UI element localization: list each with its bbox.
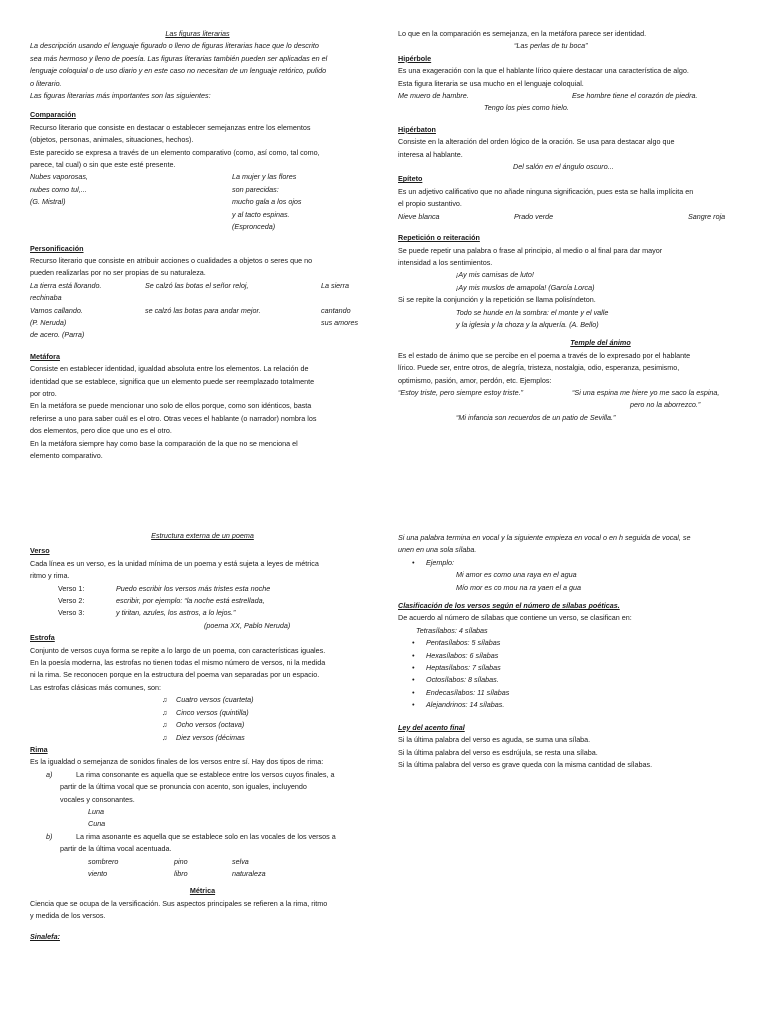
heading-hiperbole: Hipérbole bbox=[398, 53, 432, 63]
text-line: Conjunto de versos cuya forma se repite a lo largo de un poema, con características iguales. bbox=[30, 645, 326, 655]
list-item: Tetrasílabos: 4 sílabas bbox=[416, 625, 488, 635]
text-line: Cada línea es un verso, es la unidad mínima de un poema y está sujeta a leyes de métrica bbox=[30, 558, 319, 568]
bullet-icon: • bbox=[412, 557, 415, 567]
verse-label: Verso 3: bbox=[58, 608, 85, 618]
heading-comparacion: Comparación bbox=[30, 110, 76, 120]
heading-metrica: Métrica bbox=[189, 886, 216, 896]
section-title: Estructura externa de un poema bbox=[151, 531, 254, 540]
example-text: Vamos callando. bbox=[30, 305, 83, 315]
example-text: Mi amor es como una raya en el agua bbox=[456, 570, 577, 580]
text-line: y medida de los versos. bbox=[30, 911, 106, 921]
text-line: Es el estado de ánimo que se percibe en el poema a través de lo expresado por el hablante bbox=[398, 350, 691, 360]
example-text: Prado verde bbox=[514, 211, 554, 221]
example-text: sus amores bbox=[321, 317, 359, 327]
text-line: En la poesía moderna, las estrofas no tienen todas el mismo número de versos, ni la medida bbox=[30, 658, 326, 668]
example-text: Tengo los pies como hielo. bbox=[484, 103, 569, 113]
example-text: selva bbox=[232, 856, 249, 866]
text-line: Las figuras literarias más importantes son las siguientes: bbox=[30, 91, 211, 101]
example-text: La tierra está llorando. bbox=[30, 280, 102, 290]
example-text: “Estoy triste, pero siempre estoy triste.” bbox=[398, 387, 524, 397]
example-text: nubes como tul,... bbox=[30, 184, 87, 194]
list-item: Cuatro versos (cuarteta) bbox=[176, 695, 254, 705]
example-text: pino bbox=[174, 856, 188, 866]
text-line: sea más hermoso y lleno de poesía. Las figuras literarias también pueden ser aplicadas en el bbox=[30, 53, 328, 63]
music-note-icon: ♫ bbox=[162, 732, 168, 742]
text-line: ni la rima. Se reconocen porque en la estructura del poema van separadas por un espacio. bbox=[30, 670, 320, 680]
example-text: Me muero de hambre. bbox=[398, 91, 469, 101]
text-line: Ciencia que se ocupa de la versificación. Sus aspectos principales se refieren a la rima, ritmo bbox=[30, 898, 328, 908]
bullet-icon: • bbox=[412, 638, 415, 648]
example-text: Se calzó las botas el señor reloj, bbox=[145, 280, 249, 290]
text-line: Es un adjetivo calificativo que no añade ninguna significación, pues esta se halla implícita en bbox=[398, 186, 694, 196]
text-line: Recurso literario que consiste en destacar o establecer semejanzas entre los elementos bbox=[30, 122, 311, 132]
comparacion-examples bbox=[30, 171, 365, 233]
example-text: escribir, por ejemplo: “la noche está estrellada, bbox=[116, 596, 265, 606]
example-text: Todo se hunde en la sombra: el monte y el valle bbox=[456, 307, 609, 317]
text-line: Si la última palabra del verso es grave queda con la misma cantidad de sílabas. bbox=[398, 759, 653, 769]
text-line: Recurso literario que consiste en atribuir acciones o cualidades a objetos o seres que no bbox=[30, 255, 313, 265]
text-line: En la metáfora se puede mencionar uno solo de ellos porque, como son idénticos, basta bbox=[30, 401, 312, 411]
quadrant-estructura-externa bbox=[30, 530, 375, 943]
verse-label: Verso 2: bbox=[58, 596, 85, 606]
text-line: por otro. bbox=[30, 388, 57, 398]
example-text: cantando bbox=[321, 305, 351, 315]
quadrant-figuras-literarias bbox=[30, 28, 365, 462]
text-line: parece, tal cual) o sin que este esté presente. bbox=[30, 160, 176, 170]
text-line: La rima consonante es aquella que se establece entre los versos cuyos finales, a bbox=[76, 769, 335, 779]
text-line: identidad que se establece, significa que un elemento puede ser reemplazado totalmente bbox=[30, 376, 315, 386]
bullet-icon: • bbox=[412, 663, 415, 673]
example-text: “Si una espina me hiere yo me saco la espina, bbox=[572, 387, 720, 397]
text-line: Si se repite la conjunción y la repetición se llama polisíndeton. bbox=[398, 295, 596, 305]
example-text: La sierra bbox=[321, 280, 349, 290]
heading-verso: Verso bbox=[30, 546, 50, 556]
text-line: De acuerdo al número de sílabas que contiene un verso, se clasifican en: bbox=[398, 613, 632, 623]
example-text: ¡Ay mis muslos de amapola! (García Lorca) bbox=[456, 282, 595, 292]
heading-repeticion: Repetición o reiteración bbox=[398, 233, 480, 243]
text-line: vocales y consonantes. bbox=[60, 794, 135, 804]
text-line: unen en una sola sílaba. bbox=[398, 545, 477, 555]
text-line: Esta figura literaria se usa mucho en el lenguaje coloquial. bbox=[398, 78, 584, 88]
example-text: libro bbox=[174, 868, 188, 878]
example-text: (Espronceda) bbox=[232, 222, 276, 232]
bullet-icon: • bbox=[412, 675, 415, 685]
example-text: (P. Neruda) bbox=[30, 317, 67, 327]
list-item: Hexasílabos: 6 sílabas bbox=[426, 650, 499, 660]
list-item: Pentasílabos: 5 sílabas bbox=[426, 638, 501, 648]
text-line: Se puede repetir una palabra o frase al principio, al medio o al final para dar mayor bbox=[398, 245, 663, 255]
text-line: Consiste en la alteración del orden lógico de la oración. Se usa para destacar algo que bbox=[398, 137, 675, 147]
heading-ley-acento: Ley del acento final bbox=[398, 722, 465, 732]
heading-rima: Rima bbox=[30, 744, 48, 754]
text-line: partir de la última vocal acentuada. bbox=[60, 844, 172, 854]
heading-temple: Temple del ánimo bbox=[570, 338, 631, 348]
text-line: o literario. bbox=[30, 78, 62, 88]
text-line: Este parecido se expresa a través de un elemento comparativo (como, así como, tal como, bbox=[30, 147, 320, 157]
example-text: son parecidas: bbox=[232, 184, 279, 194]
text-line: Lo que en la comparación es semejanza, en la metáfora parece ser identidad. bbox=[398, 29, 647, 38]
text-line: Si la última palabra del verso es esdrújula, se resta una sílaba. bbox=[398, 747, 598, 757]
heading-epiteto: Epíteto bbox=[398, 174, 423, 184]
bullet-icon: • bbox=[412, 700, 415, 710]
section-title: Las figuras literarias bbox=[165, 29, 230, 38]
text-line: Es la igualdad o semejanza de sonidos finales de los versos entre sí. Hay dos tipos de rima: bbox=[30, 757, 324, 767]
bullet-icon: • bbox=[412, 650, 415, 660]
heading-sinalefa: Sinalefa: bbox=[30, 931, 60, 941]
example-text: sombrero bbox=[88, 856, 119, 866]
quadrant-figuras-continuacion bbox=[398, 28, 743, 424]
example-text: naturaleza bbox=[232, 868, 266, 878]
example-text: “Mi infancia son recuerdos de un patio de Sevilla.” bbox=[456, 412, 616, 422]
list-item: Diez versos (décimas bbox=[176, 732, 245, 742]
text-line: La descripción usando el lenguaje figurado o lleno de figuras literarias hace que lo descrito bbox=[30, 41, 319, 51]
text-line: interesa al hablante. bbox=[398, 149, 463, 159]
example-text: y la iglesia y la choza y la alquería. (A. Bello) bbox=[456, 319, 599, 329]
example-text: La mujer y las flores bbox=[232, 172, 297, 182]
text-line: La rima asonante es aquella que se establece solo en las vocales de los versos a bbox=[76, 831, 336, 841]
example-text: ¡Ay mis camisas de luto! bbox=[456, 270, 534, 280]
list-item: Octosílabos: 8 sílabas. bbox=[426, 675, 499, 685]
personificacion-examples bbox=[30, 280, 365, 342]
example-text: Cuna bbox=[88, 819, 106, 829]
example-text: se calzó las botas para andar mejor. bbox=[145, 305, 261, 315]
example-text: y tiritan, azules, los astros, a lo lejos.” bbox=[116, 608, 236, 618]
example-text bbox=[30, 221, 232, 233]
example-text bbox=[30, 209, 232, 221]
intro-paragraph bbox=[30, 40, 365, 102]
text-line: Si una palabra termina en vocal y la siguiente empieza en vocal o en h seguida de vocal, se bbox=[398, 533, 691, 542]
text-line: (objetos, personas, animales, situaciones, hechos). bbox=[30, 135, 194, 145]
text-line: referirse a uno para saber cuál es el otro. Otras veces el hablante (o narrador) nombra los bbox=[30, 413, 317, 423]
heading-personificacion: Personificación bbox=[30, 243, 84, 253]
quadrant-sinalefa-clasificacion bbox=[398, 532, 743, 771]
list-item: Endecasílabos: 11 sílabas bbox=[426, 687, 510, 697]
list-marker: a) bbox=[46, 769, 53, 779]
text-line: partir de la última vocal que se pronuncia con acento, son iguales, incluyendo bbox=[60, 782, 307, 792]
heading-hiperbaton: Hipérbaton bbox=[398, 124, 436, 134]
example-text: Nieve blanca bbox=[398, 211, 440, 221]
poem-source: (poema XX, Pablo Neruda) bbox=[204, 620, 291, 630]
example-text: Mío mor es co mou na ra yaen el a gua bbox=[456, 582, 582, 592]
verse-label: Verso 1: bbox=[58, 583, 85, 593]
text-line: ritmo y rima. bbox=[30, 571, 70, 581]
example-text: viento bbox=[88, 868, 108, 878]
text-line: lenguaje coloquial o de uso diario y en este caso no necesitan de un lenguaje retórico, pulido bbox=[30, 66, 327, 76]
text-line: Consiste en establecer identidad, igualdad absoluta entre los elementos. La relación de bbox=[30, 364, 309, 374]
example-text: Sangre roja bbox=[688, 211, 726, 221]
text-line: Es una exageración con la que el hablante lírico quiere destacar una característica de algo. bbox=[398, 66, 689, 76]
text-line: En la metáfora siempre hay como base la comparación de la que no se menciona el bbox=[30, 438, 298, 448]
example-text: “Las perlas de tu boca” bbox=[514, 41, 588, 51]
example-text: de acero. (Parra) bbox=[30, 330, 85, 340]
example-text: (G. Mistral) bbox=[30, 197, 66, 207]
music-note-icon: ♫ bbox=[162, 720, 168, 730]
example-text: rechinaba bbox=[30, 293, 62, 303]
list-marker: b) bbox=[46, 831, 53, 841]
example-text: y al tacto espinas. bbox=[232, 209, 290, 219]
text-line: lírico. Puede ser, entre otros, de alegría, tristeza, nostalgia, odio, esperanza, pesimismo, bbox=[398, 363, 680, 373]
text-line: el propio sustantivo. bbox=[398, 199, 462, 209]
text-line: optimismo, pasión, amor, perdón, etc. Ejemplos: bbox=[398, 375, 552, 385]
heading-clasificacion: Clasificación de los versos según el número de sílabas poéticas. bbox=[398, 601, 620, 611]
example-text: Ese hombre tiene el corazón de piedra. bbox=[572, 91, 698, 101]
bullet-icon: • bbox=[412, 687, 415, 697]
text-line: Si la última palabra del verso es aguda, se suma una sílaba. bbox=[398, 735, 591, 745]
example-text: Del salón en el ángulo oscuro... bbox=[513, 162, 614, 172]
text-line: pueden realizarlas por no ser propias de su naturaleza. bbox=[30, 268, 206, 278]
text-line: elemento comparativo. bbox=[30, 451, 103, 460]
example-text: mucho gala a los ojos bbox=[232, 197, 302, 207]
text-line: dos elementos, pero dice que uno es el otro. bbox=[30, 426, 172, 436]
list-item: Cinco versos (quintilla) bbox=[176, 707, 249, 717]
heading-metafora: Metáfora bbox=[30, 351, 60, 361]
example-text: Puedo escribir los versos más tristes esta noche bbox=[116, 583, 271, 593]
music-note-icon: ♫ bbox=[162, 707, 168, 717]
list-item: Ocho versos (octava) bbox=[176, 720, 245, 730]
music-note-icon: ♫ bbox=[162, 695, 168, 705]
text-line: Las estrofas clásicas más comunes, son: bbox=[30, 682, 162, 692]
example-text: Luna bbox=[88, 806, 104, 816]
example-text: pero no la aborrezco.” bbox=[630, 400, 701, 410]
heading-estrofa: Estrofa bbox=[30, 633, 55, 643]
list-item: Heptasílabos: 7 sílabas bbox=[426, 663, 501, 673]
text-line: intensidad a los sentimientos. bbox=[398, 257, 493, 267]
list-item: Ejemplo: bbox=[426, 557, 454, 567]
list-item: Alejandrinos: 14 sílabas. bbox=[426, 700, 505, 710]
example-text: Nubes vaporosas, bbox=[30, 172, 88, 182]
